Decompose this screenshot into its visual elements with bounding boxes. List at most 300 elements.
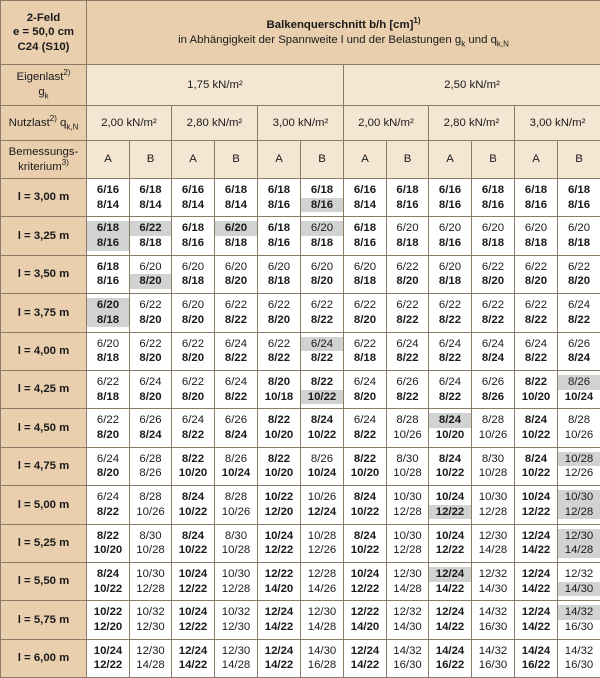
- section-value-b: 12/26: [558, 466, 600, 481]
- section-value-b: 8/22: [558, 313, 600, 328]
- section-value-b: 8/16: [558, 198, 600, 213]
- section-value-a: 14/32: [472, 644, 514, 659]
- section-cell: [301, 255, 344, 293]
- section-cell: [301, 639, 344, 677]
- span-label: l = 3,25 m: [1, 217, 87, 255]
- section-value-b: 8/20: [172, 313, 214, 328]
- section-value-a: 12/24: [515, 567, 557, 582]
- section-cell: [387, 409, 429, 447]
- section-value-a: 6/18: [258, 221, 300, 236]
- section-cell: [558, 562, 600, 600]
- section-value-a: 6/20: [87, 298, 129, 313]
- section-value-a: 8/28: [472, 413, 514, 428]
- nutzlast-value-2: 2,80 kN/m²: [172, 106, 258, 141]
- section-value-a: 6/18: [472, 183, 514, 198]
- section-value-a: 6/20: [472, 221, 514, 236]
- section-value-b: 10/24: [558, 390, 600, 405]
- section-cell: [558, 409, 600, 447]
- section-cell: [472, 179, 515, 217]
- section-cell: [515, 486, 558, 524]
- section-value-a: 8/24: [429, 413, 471, 428]
- section-value-a: 6/22: [130, 337, 171, 352]
- section-cell: [387, 294, 429, 332]
- section-value-b: 10/20: [258, 466, 300, 481]
- section-value-a: 6/18: [87, 221, 129, 236]
- section-value-b: 8/20: [387, 274, 428, 289]
- section-value-b: 12/28: [558, 505, 600, 520]
- section-value-b: 8/18: [344, 274, 386, 289]
- kriterium-line-2: kriterium: [18, 161, 62, 173]
- nutzlast-value-1: 2,00 kN/m²: [87, 106, 172, 141]
- section-cell: [258, 524, 301, 562]
- section-value-a: 6/20: [429, 260, 471, 275]
- section-cell: [558, 447, 600, 485]
- section-cell: [130, 217, 172, 255]
- section-value-a: 12/32: [472, 567, 514, 582]
- section-cell: [258, 562, 301, 600]
- table-row: [1, 447, 600, 485]
- section-value-b: 8/16: [258, 198, 300, 213]
- section-value-b: 10/24: [215, 466, 257, 481]
- section-value-b: 10/22: [344, 543, 386, 558]
- section-value-a: 10/24: [87, 644, 129, 659]
- kriterium-line-1: Bemessungs-: [1, 145, 86, 160]
- section-value-a: 12/22: [344, 605, 386, 620]
- section-value-b: 12/24: [301, 505, 343, 520]
- section-value-a: 8/24: [429, 452, 471, 467]
- section-value-b: 14/22: [515, 620, 557, 635]
- section-value-b: 14/22: [344, 658, 386, 673]
- section-value-a: 10/24: [172, 567, 214, 582]
- section-value-a: 10/24: [172, 605, 214, 620]
- section-value-a: 6/22: [87, 375, 129, 390]
- section-value-b: 8/18: [472, 236, 514, 251]
- section-value-b: 8/26: [472, 390, 514, 405]
- section-value-b: 14/22: [515, 582, 557, 597]
- section-cell: [515, 332, 558, 370]
- section-cell: [215, 524, 258, 562]
- kriterium-col: B: [215, 141, 258, 179]
- section-value-b: 10/28: [215, 543, 257, 558]
- section-cell: [172, 486, 215, 524]
- section-value-b: 8/16: [429, 198, 471, 213]
- section-value-b: 8/22: [387, 351, 428, 366]
- section-value-a: 8/26: [301, 452, 343, 467]
- span-label: l = 5,00 m: [1, 486, 87, 524]
- nutzlast-sub: k,N: [66, 122, 78, 131]
- kriterium-col: A: [172, 141, 215, 179]
- section-value-a: 8/22: [258, 413, 300, 428]
- section-value-a: 6/22: [258, 337, 300, 352]
- section-value-a: 8/22: [172, 452, 214, 467]
- section-value-a: 8/24: [515, 452, 557, 467]
- section-value-a: 6/18: [87, 260, 129, 275]
- section-cell: [472, 255, 515, 293]
- section-value-a: 10/24: [429, 529, 471, 544]
- section-value-a: 12/24: [344, 644, 386, 659]
- section-cell: [301, 179, 344, 217]
- section-value-b: 8/20: [472, 274, 514, 289]
- section-value-a: 10/30: [472, 490, 514, 505]
- section-cell: [429, 217, 472, 255]
- section-value-a: 6/26: [472, 375, 514, 390]
- section-value-a: 6/22: [515, 260, 557, 275]
- section-value-b: 8/20: [130, 351, 171, 366]
- section-cell: [472, 370, 515, 408]
- section-cell: [472, 601, 515, 639]
- section-value-a: 6/26: [215, 413, 257, 428]
- section-value-b: 8/24: [472, 351, 514, 366]
- section-value-b: 8/20: [130, 390, 171, 405]
- section-value-b: 12/22: [172, 620, 214, 635]
- kriterium-label: [1, 141, 87, 179]
- table-row: [1, 294, 600, 332]
- section-value-a: 12/28: [301, 567, 343, 582]
- kriterium-col: B: [130, 141, 172, 179]
- section-cell: [130, 639, 172, 677]
- section-value-b: 10/22: [515, 466, 557, 481]
- section-cell: [344, 217, 387, 255]
- section-cell: [215, 486, 258, 524]
- section-value-a: 6/22: [472, 260, 514, 275]
- section-value-b: 8/22: [429, 313, 471, 328]
- table-row: [1, 409, 600, 447]
- section-value-a: 6/24: [87, 490, 129, 505]
- nutzlast-value-3: 3,00 kN/m²: [258, 106, 344, 141]
- section-cell: [215, 332, 258, 370]
- section-value-b: 10/22: [87, 582, 129, 597]
- section-value-a: 6/24: [301, 337, 343, 352]
- section-value-a: 8/22: [301, 375, 343, 390]
- section-value-a: 6/20: [130, 260, 171, 275]
- kriterium-sup: 3): [62, 158, 69, 167]
- table-row: [1, 562, 600, 600]
- section-value-b: 10/22: [172, 505, 214, 520]
- section-value-b: 14/22: [258, 658, 300, 673]
- section-value-b: 16/30: [472, 620, 514, 635]
- section-value-b: 12/22: [515, 505, 557, 520]
- eigenlast-value-2: 2,50 kN/m²: [344, 65, 600, 106]
- section-value-a: 6/24: [515, 337, 557, 352]
- section-value-a: 6/24: [215, 337, 257, 352]
- section-cell: [172, 179, 215, 217]
- section-cell: [344, 447, 387, 485]
- section-value-b: 14/22: [429, 582, 471, 597]
- section-value-a: 10/30: [215, 567, 257, 582]
- span-label: l = 5,50 m: [1, 562, 87, 600]
- kriterium-row: [1, 141, 600, 179]
- section-cell: [258, 601, 301, 639]
- title-footnote: 1): [413, 16, 420, 25]
- eigenlast-sub: k: [45, 91, 49, 100]
- section-cell: [387, 332, 429, 370]
- eigenlast-g: g: [38, 86, 44, 98]
- section-value-a: 14/30: [301, 644, 343, 659]
- section-cell: [130, 447, 172, 485]
- section-value-a: 6/24: [472, 337, 514, 352]
- section-value-b: 14/22: [515, 543, 557, 558]
- eigenlast-label: [1, 65, 87, 106]
- section-value-b: 12/22: [429, 505, 471, 520]
- section-value-b: 10/28: [130, 543, 171, 558]
- section-cell: [344, 601, 387, 639]
- section-value-a: 8/22: [515, 375, 557, 390]
- section-value-b: 8/20: [130, 274, 171, 289]
- section-cell: [301, 486, 344, 524]
- table-row: [1, 179, 600, 217]
- section-value-a: 12/30: [215, 644, 257, 659]
- section-value-b: 8/24: [558, 351, 600, 366]
- section-value-a: 14/24: [429, 644, 471, 659]
- section-cell: [172, 524, 215, 562]
- section-value-a: 12/24: [172, 644, 214, 659]
- section-cell: [429, 601, 472, 639]
- section-cell: [301, 409, 344, 447]
- section-cell: [301, 217, 344, 255]
- section-value-a: 6/20: [344, 260, 386, 275]
- section-cell: [87, 217, 130, 255]
- section-cell: [387, 601, 429, 639]
- section-value-a: 6/22: [429, 298, 471, 313]
- section-cell: [172, 255, 215, 293]
- section-cell: [515, 370, 558, 408]
- section-value-b: 10/28: [472, 466, 514, 481]
- section-value-b: 14/28: [387, 582, 428, 597]
- span-label: l = 3,75 m: [1, 294, 87, 332]
- section-value-b: 10/20: [429, 428, 471, 443]
- section-value-b: 10/22: [172, 543, 214, 558]
- section-value-a: 6/22: [387, 298, 428, 313]
- section-value-a: 6/18: [130, 183, 171, 198]
- section-value-b: 8/18: [87, 313, 129, 328]
- span-label: l = 4,25 m: [1, 370, 87, 408]
- section-value-b: 8/22: [387, 390, 428, 405]
- section-value-a: 10/22: [87, 605, 129, 620]
- section-value-b: 14/22: [172, 658, 214, 673]
- section-cell: [215, 370, 258, 408]
- section-value-b: 10/18: [258, 390, 300, 405]
- section-value-b: 10/20: [515, 390, 557, 405]
- section-value-a: 6/18: [515, 183, 557, 198]
- section-value-b: 10/26: [130, 505, 171, 520]
- section-cell: [429, 447, 472, 485]
- section-value-b: 14/22: [258, 620, 300, 635]
- section-value-b: 10/22: [301, 390, 343, 405]
- section-value-a: 6/24: [130, 375, 171, 390]
- section-cell: [515, 639, 558, 677]
- nutzlast-value-5: 2,80 kN/m²: [429, 106, 515, 141]
- section-value-b: 8/18: [558, 236, 600, 251]
- section-cell: [429, 409, 472, 447]
- section-cell: [429, 524, 472, 562]
- section-value-a: 6/22: [87, 413, 129, 428]
- section-value-b: 8/20: [87, 466, 129, 481]
- section-cell: [130, 294, 172, 332]
- kriterium-col: B: [472, 141, 515, 179]
- section-cell: [515, 179, 558, 217]
- section-value-a: 6/18: [301, 183, 343, 198]
- section-value-b: 8/14: [215, 198, 257, 213]
- section-cell: [344, 332, 387, 370]
- section-value-b: 10/22: [344, 505, 386, 520]
- table-title: [87, 1, 600, 65]
- section-value-a: 10/30: [130, 567, 171, 582]
- kriterium-col: B: [387, 141, 429, 179]
- section-value-b: 16/30: [472, 658, 514, 673]
- section-value-a: 8/28: [387, 413, 428, 428]
- section-cell: [344, 409, 387, 447]
- section-value-a: 6/24: [429, 337, 471, 352]
- section-cell: [87, 601, 130, 639]
- section-value-a: 8/22: [87, 529, 129, 544]
- section-cell: [515, 217, 558, 255]
- section-cell: [429, 486, 472, 524]
- section-value-a: 6/20: [558, 221, 600, 236]
- section-value-b: 8/22: [301, 313, 343, 328]
- section-value-a: 10/32: [130, 605, 171, 620]
- section-value-b: 16/28: [301, 658, 343, 673]
- section-cell: [130, 179, 172, 217]
- section-value-b: 8/20: [344, 390, 386, 405]
- section-value-a: 6/24: [344, 375, 386, 390]
- section-value-a: 14/32: [558, 644, 600, 659]
- section-cell: [130, 409, 172, 447]
- section-cell: [87, 255, 130, 293]
- section-value-a: 6/22: [344, 337, 386, 352]
- section-value-a: 12/30: [130, 644, 171, 659]
- section-cell: [344, 639, 387, 677]
- span-label: l = 4,50 m: [1, 409, 87, 447]
- section-cell: [472, 217, 515, 255]
- section-cell: [258, 639, 301, 677]
- table-row: [1, 255, 600, 293]
- section-value-a: 10/24: [344, 567, 386, 582]
- section-cell: [515, 562, 558, 600]
- span-label: l = 3,50 m: [1, 255, 87, 293]
- section-value-b: 14/26: [301, 582, 343, 597]
- section-value-a: 8/28: [558, 413, 600, 428]
- section-value-a: 6/18: [558, 183, 600, 198]
- section-value-a: 10/30: [387, 490, 428, 505]
- section-cell: [344, 370, 387, 408]
- table-subtitle: [87, 33, 600, 48]
- kriterium-col: A: [258, 141, 301, 179]
- section-cell: [472, 294, 515, 332]
- section-cell: [130, 562, 172, 600]
- section-cell: [301, 294, 344, 332]
- section-cell: [472, 447, 515, 485]
- section-value-b: 8/18: [172, 274, 214, 289]
- section-value-a: 6/18: [387, 183, 428, 198]
- section-value-b: 10/26: [387, 428, 428, 443]
- section-value-a: 6/22: [472, 298, 514, 313]
- section-value-b: 8/22: [344, 428, 386, 443]
- section-value-b: 8/20: [258, 313, 300, 328]
- section-value-b: 12/28: [215, 582, 257, 597]
- section-cell: [258, 370, 301, 408]
- eigenlast-text: Eigenlast: [17, 71, 64, 83]
- section-cell: [344, 486, 387, 524]
- section-cell: [215, 255, 258, 293]
- section-cell: [130, 601, 172, 639]
- section-cell: [258, 255, 301, 293]
- section-value-b: 8/24: [215, 428, 257, 443]
- eigenlast-row: [1, 65, 600, 106]
- section-value-a: 6/22: [344, 298, 386, 313]
- section-cell: [387, 524, 429, 562]
- section-value-a: 6/20: [301, 221, 343, 236]
- section-value-a: 6/18: [344, 221, 386, 236]
- section-cell: [429, 370, 472, 408]
- section-value-a: 12/24: [258, 644, 300, 659]
- section-cell: [258, 179, 301, 217]
- section-cell: [215, 179, 258, 217]
- section-value-b: 8/18: [429, 274, 471, 289]
- section-value-a: 6/22: [172, 337, 214, 352]
- section-value-b: 12/22: [429, 543, 471, 558]
- title-row: [1, 1, 600, 65]
- section-cell: [258, 486, 301, 524]
- section-cell: [172, 639, 215, 677]
- section-value-b: 16/30: [387, 658, 428, 673]
- section-value-b: 8/22: [472, 313, 514, 328]
- section-value-a: 6/20: [387, 221, 428, 236]
- section-value-a: 6/24: [215, 375, 257, 390]
- section-value-b: 8/16: [87, 274, 129, 289]
- section-value-b: 8/22: [301, 351, 343, 366]
- section-value-a: 14/32: [387, 644, 428, 659]
- section-value-b: 8/26: [130, 466, 171, 481]
- section-value-a: 6/20: [258, 260, 300, 275]
- section-value-a: 8/24: [515, 413, 557, 428]
- section-value-a: 6/18: [172, 221, 214, 236]
- eigenlast-sup: 2): [63, 69, 70, 78]
- section-value-b: 8/20: [344, 313, 386, 328]
- section-cell: [387, 370, 429, 408]
- section-value-b: 8/24: [130, 428, 171, 443]
- section-value-b: 8/18: [344, 351, 386, 366]
- section-cell: [472, 524, 515, 562]
- section-value-a: 12/24: [258, 605, 300, 620]
- section-value-a: 6/20: [301, 260, 343, 275]
- section-value-a: 6/26: [558, 337, 600, 352]
- section-value-b: 10/20: [172, 466, 214, 481]
- span-label: l = 6,00 m: [1, 639, 87, 677]
- section-value-a: 10/32: [215, 605, 257, 620]
- section-cell: [301, 332, 344, 370]
- section-value-b: 8/16: [87, 236, 129, 251]
- section-cell: [387, 217, 429, 255]
- section-value-b: 8/22: [87, 505, 129, 520]
- section-value-a: 14/32: [472, 605, 514, 620]
- section-cell: [387, 562, 429, 600]
- section-value-a: 6/20: [172, 298, 214, 313]
- section-cell: [387, 255, 429, 293]
- section-value-b: 8/18: [301, 236, 343, 251]
- section-cell: [558, 217, 600, 255]
- section-value-a: 6/20: [515, 221, 557, 236]
- section-cell: [172, 409, 215, 447]
- section-value-a: 8/24: [172, 529, 214, 544]
- section-value-a: 8/22: [258, 452, 300, 467]
- section-cell: [215, 294, 258, 332]
- section-value-a: 6/22: [130, 298, 171, 313]
- section-value-b: 16/30: [558, 658, 600, 673]
- section-value-a: 10/24: [515, 490, 557, 505]
- section-value-b: 14/28: [215, 658, 257, 673]
- section-cell: [515, 255, 558, 293]
- section-value-b: 8/22: [429, 390, 471, 405]
